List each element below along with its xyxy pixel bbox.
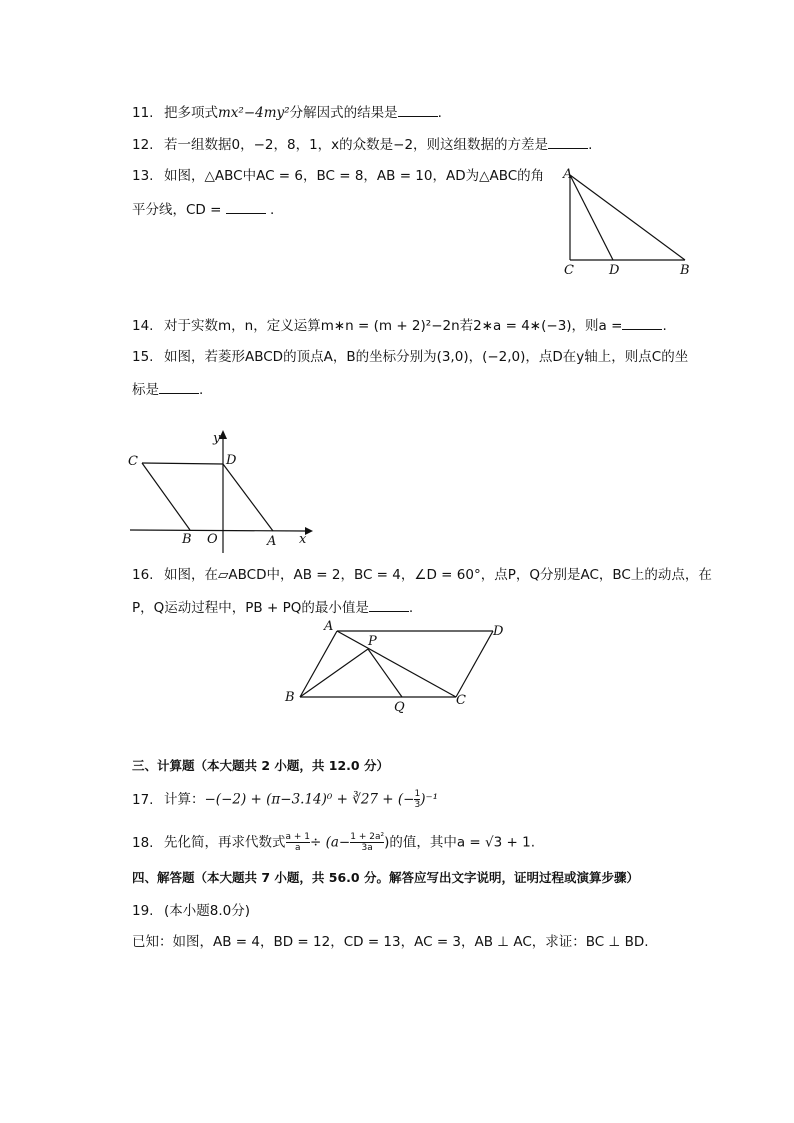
question-text: 平分线，CD =: [132, 202, 222, 218]
triangle-figure-q13: [555, 160, 705, 285]
question-15-line2: 标是 .: [132, 379, 203, 400]
answer-blank: [369, 597, 409, 612]
question-text: P，Q运动过程中，PB + PQ的最小值是: [132, 600, 369, 616]
math-expression: −(−2) + (π−3.14)⁰ + ∛27 + (−: [204, 791, 415, 808]
segment-CB: [142, 463, 190, 530]
segment-AB: [570, 175, 685, 260]
label-A: A: [267, 534, 277, 549]
math-expression: mx²−4my²: [218, 105, 290, 121]
question-score: (本小题8.0分): [164, 903, 251, 919]
question-13-line2: 平分线，CD = .: [132, 199, 274, 220]
question-text: 分解因式的结果是: [289, 105, 398, 121]
label-A: A: [563, 167, 573, 182]
question-number: 12.: [132, 137, 154, 153]
segment-PQ: [368, 649, 402, 697]
question-number: 17.: [132, 791, 154, 808]
answer-blank: [159, 379, 199, 394]
label-D: D: [226, 453, 237, 468]
question-15: [132, 347, 688, 367]
question-13: [132, 166, 544, 186]
rhombus-figure-q15: [125, 425, 325, 555]
segment-AD: [570, 175, 613, 260]
label-B: B: [680, 263, 690, 278]
label-B: B: [285, 690, 295, 705]
section-heading-4: 四、解答题（本大题共 7 小题，共 56.0 分。解答应写出文字说明，证明过程或演算步骤）: [132, 870, 639, 885]
question-number: 11.: [132, 105, 154, 121]
question-text: 如图，若菱形ABCD的顶点A，B的坐标分别为(3,0)，(−2,0)，点D在y轴上，则点C的坐: [164, 349, 689, 365]
question-number: 18.: [132, 834, 154, 851]
question-18: 18. 先化简，再求代数式 $\frac{a + 1}{a}$ ÷ (a− $\frac{\text{1 + 2a²}}{3a}$ )的值，其中a = √3 + 1.: [132, 832, 535, 853]
label-y: y: [213, 431, 221, 446]
segment-DC: [456, 631, 493, 697]
question-text: 把多项式: [164, 105, 218, 121]
label-O: O: [207, 532, 218, 547]
question-text: 如图，在▱ABCD中，AB = 2，BC = 4，∠D = 60°，点P，Q分别是AC，BC上的动点，在: [164, 567, 712, 583]
parallelogram-figure-q16: [280, 618, 510, 718]
question-number: 13.: [132, 168, 154, 184]
label-B: B: [182, 532, 192, 547]
fraction: $\frac{1}{3}$: [414, 789, 421, 810]
label-C: C: [128, 454, 138, 469]
question-text: 如图，△ABC中AC = 6，BC = 8，AB = 10，AD为△ABC的角: [164, 168, 545, 184]
label-A: A: [324, 619, 334, 634]
section-heading-3: 三、计算题（本大题共 2 小题，共 12.0 分）: [132, 758, 389, 773]
question-number: 16.: [132, 567, 154, 583]
label-D: D: [609, 263, 620, 278]
question-14: 14. 对于实数m，n，定义运算m∗n = (m + 2)²−2n若2∗a = 4∗(−3)，则a = .: [132, 315, 667, 336]
segment-BP: [300, 649, 368, 697]
question-12: 12. 若一组数据0，−2，8，1，x的众数是−2，则这组数据的方差是 .: [132, 134, 592, 155]
question-number: 15.: [132, 349, 154, 365]
question-17: 17. 计算：−(−2) + (π−3.14)⁰ + ∛27 + (− $\frac{1}{3}$ )⁻¹: [132, 789, 439, 810]
answer-blank: [622, 315, 662, 330]
question-text: 若一组数据0，−2，8，1，x的众数是−2，则这组数据的方差是: [164, 137, 549, 153]
answer-blank: [398, 102, 438, 117]
label-P: P: [368, 634, 377, 649]
x-axis: [130, 530, 305, 531]
question-16-line2: P，Q运动过程中，PB + PQ的最小值是 .: [132, 597, 413, 618]
label-D: D: [493, 624, 504, 639]
question-number: 14.: [132, 318, 154, 334]
segment-DA: [223, 464, 273, 531]
fraction: $\frac{a + 1}{a}$: [285, 832, 311, 853]
label-Q: Q: [394, 700, 405, 715]
segment-CD: [142, 463, 223, 464]
question-text: 对于实数m，n，定义运算m∗n = (m + 2)²−2n若2∗a = 4∗(−3)，则a =: [164, 318, 623, 334]
question-number: 19.: [132, 903, 154, 919]
fraction: $\frac{\text{1 + 2a²}}{3a}$: [350, 832, 385, 853]
segment-AC: [337, 631, 456, 697]
label-C: C: [564, 263, 574, 278]
segment-AB: [300, 631, 337, 697]
question-11: 11. 把多项式mx²−4my²分解因式的结果是 .: [132, 102, 442, 123]
answer-blank: [548, 134, 588, 149]
label-C: C: [456, 693, 466, 708]
question-text: 标是: [132, 382, 159, 398]
question-19-text: 已知：如图，AB = 4，BD = 12，CD = 13，AC = 3，AB ⊥ AC，求证：BC ⊥ BD.: [132, 934, 649, 950]
question-19: [132, 901, 250, 921]
answer-blank: [226, 199, 266, 214]
label-x: x: [299, 532, 307, 547]
question-16: [132, 565, 712, 585]
